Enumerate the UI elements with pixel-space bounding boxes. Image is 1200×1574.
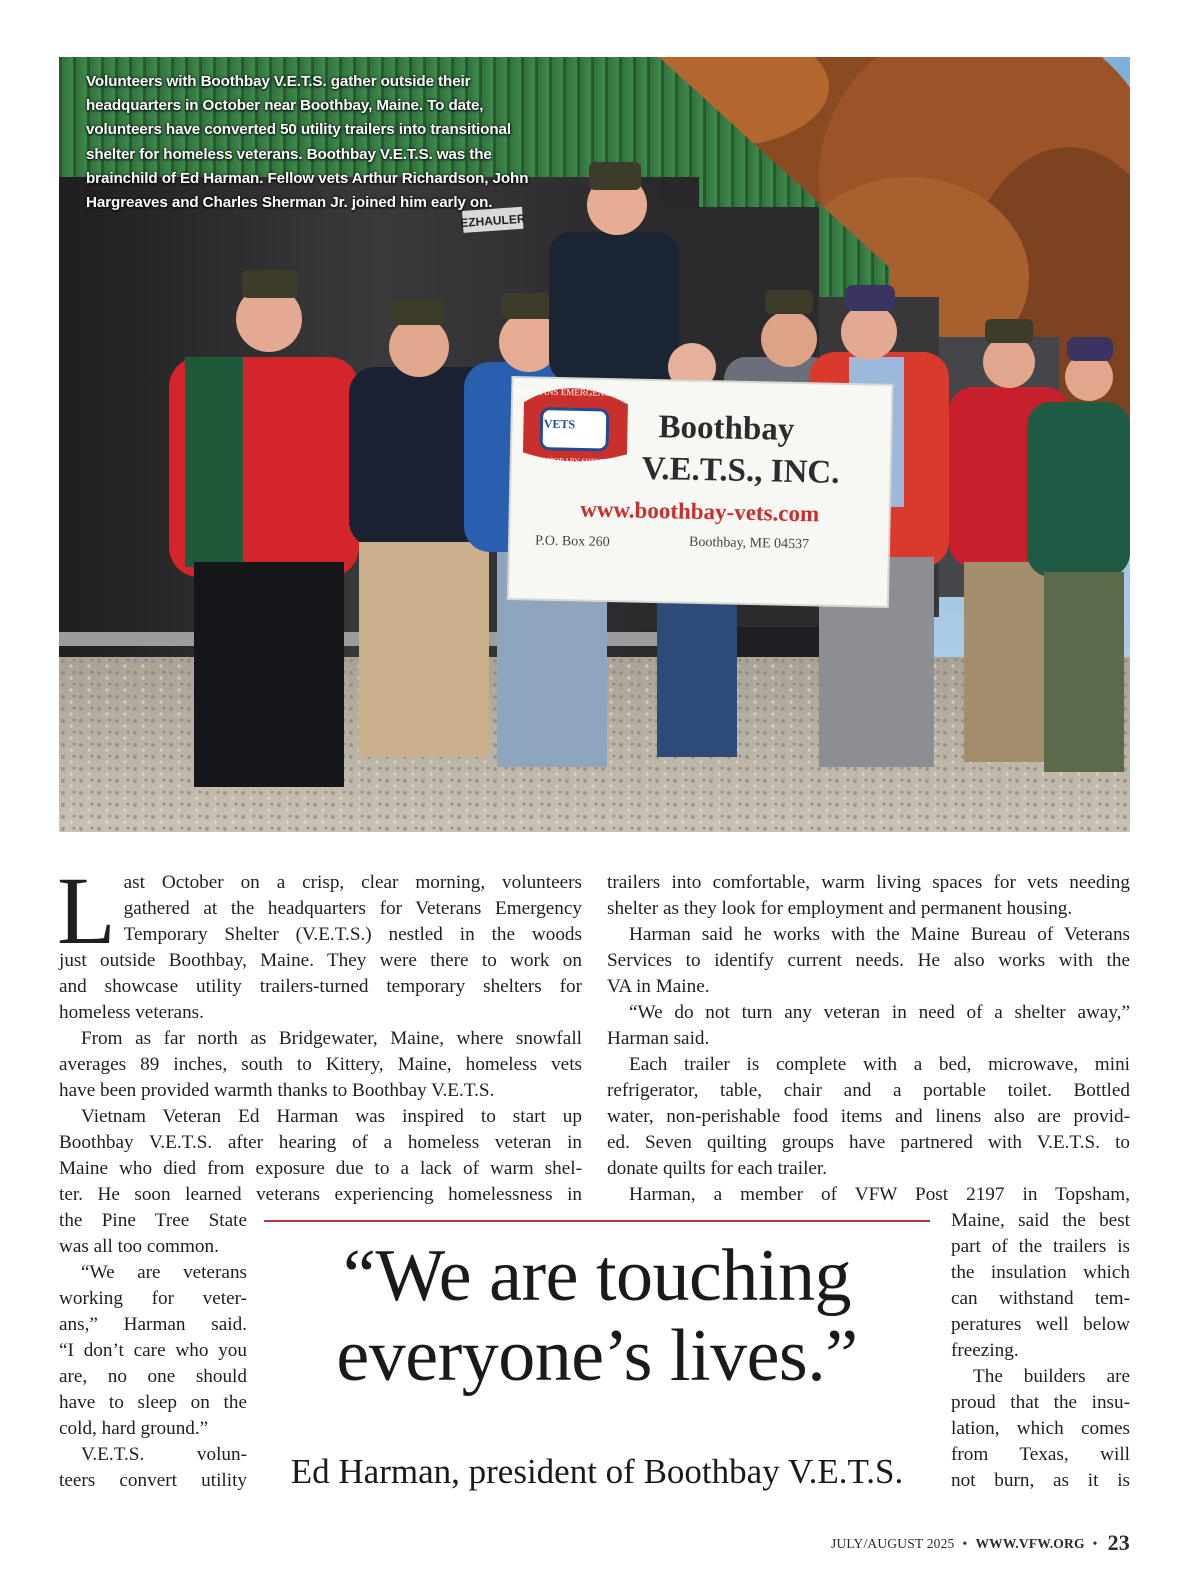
text-line: “We do not turn any veteran in need of a shelter away,”	[629, 1002, 1130, 1023]
page-number: 23	[1107, 1530, 1130, 1555]
footer-website: WWW.VFW.ORG	[975, 1536, 1085, 1551]
pull-quote-rule	[264, 1220, 930, 1222]
photo-caption: Volunteers with Boothbay V.E.T.S. gather outside their headquarters in October near Boothbay, Maine. To date, volunteers have converted 50 utility trailers into transitional shelter for homeless veterans. Boothbay V.E.T.S. was the brainchild of Ed Harman. Fellow vets Arthur Richardson, John Hargreaves and Charles Sherman Jr. joined him early on.	[86, 73, 529, 212]
text-line: The builders are	[973, 1366, 1130, 1387]
pull-quote-line2: everyone’s lives.”	[336, 1315, 858, 1397]
text-line: lation, which comes	[951, 1418, 1130, 1439]
text-line: refrigerator, table, chair and a portable toilet. Bottled	[607, 1080, 1130, 1101]
paragraph-3	[59, 1104, 582, 1208]
text-line: part of the trailers is	[951, 1236, 1130, 1257]
text-line: VA in Maine.	[607, 976, 710, 997]
article-column-right-narrow	[951, 1208, 1130, 1494]
text-line: Maine who died from exposure due to a lack of warm shel-	[59, 1158, 582, 1179]
text-line: homeless veterans.	[59, 1002, 204, 1023]
feature-photo	[59, 57, 1130, 832]
text-line: just outside Boothbay, Maine. They were there to work on	[59, 950, 582, 971]
text-line: from Texas, will	[951, 1444, 1130, 1465]
text-line: can withstand tem-	[951, 1288, 1130, 1309]
text-line: Each trailer is complete with a bed, microwave, mini	[629, 1054, 1130, 1075]
text-line: gathered at the headquarters for Veterans Emergency	[123, 898, 582, 919]
banner-po-box: P.O. Box 260	[534, 533, 610, 551]
banner-emblem-top: VETERANS EMERGENCY	[511, 385, 617, 399]
text-line: From as far north as Bridgewater, Maine, where snowfall	[81, 1028, 582, 1049]
text-line: the Pine Tree State	[59, 1210, 247, 1231]
text-line: “We are veterans	[81, 1262, 247, 1283]
banner-emblem-center: VETS	[543, 416, 576, 432]
paragraph-1	[57, 857, 582, 1026]
pull-quote-attribution: Ed Harman, president of Boothbay V.E.T.S.	[290, 1452, 904, 1491]
text-line: V.E.T.S. volun-	[81, 1444, 247, 1465]
text-line: teers convert utility	[59, 1470, 247, 1491]
text-line: have been provided warmth thanks to Boothbay V.E.T.S.	[59, 1080, 495, 1101]
text-line: Services to identify current needs. He also works with the	[607, 950, 1130, 971]
paragraph-2	[59, 1026, 582, 1104]
text-line: “I don’t care who you	[59, 1340, 247, 1361]
text-line: shelter as they look for employment and permanent housing.	[607, 898, 1073, 919]
pull-quote-line1: “We are touching	[343, 1235, 851, 1317]
text-line: the insulation which	[951, 1262, 1130, 1283]
text-line: proud that the insu-	[951, 1392, 1130, 1413]
vets-banner	[507, 377, 892, 607]
banner-emblem-bottom: TEMPORARY SHELTER	[533, 455, 614, 467]
banner-website: www.boothbay-vets.com	[580, 496, 820, 527]
text-line: trailers into comfortable, warm living spaces for vets needing	[607, 872, 1130, 893]
banner-name-line1: Boothbay	[658, 409, 795, 448]
trailer-brand-decal: EZHAULER	[459, 211, 526, 231]
text-line: Maine, said the best	[951, 1210, 1130, 1231]
text-line: was all too common.	[59, 1236, 219, 1257]
issue-date: JULY/AUGUST 2025	[831, 1536, 955, 1551]
text-line: not burn, as it is	[951, 1470, 1130, 1491]
text-line: peratures well below	[951, 1314, 1130, 1335]
text-line: working for veter-	[59, 1288, 247, 1309]
text-line: freezing.	[951, 1340, 1019, 1361]
text-line: Vietnam Veteran Ed Harman was inspired to start up	[81, 1106, 582, 1127]
text-line: ans,” Harman said.	[59, 1314, 247, 1335]
text-line: ast October on a crisp, clear morning, volunteers	[123, 872, 582, 893]
banner-name-line2: V.E.T.S., INC.	[641, 450, 840, 491]
text-line: have to sleep on the	[59, 1392, 247, 1413]
text-line: water, non-perishable food items and linens also are provid-	[607, 1106, 1130, 1127]
text-line: cold, hard ground.”	[59, 1418, 209, 1439]
article-column-right	[607, 870, 1130, 1208]
text-line: ed. Seven quilting groups have partnered with V.E.T.S. to	[607, 1132, 1130, 1153]
article-column-left-narrow	[59, 1208, 247, 1494]
footer-bullet: •	[1092, 1536, 1098, 1551]
text-line: Boothbay V.E.T.S. after hearing of a homeless veteran in	[59, 1132, 582, 1153]
article-column-left	[57, 857, 582, 1208]
drop-cap: L	[57, 857, 116, 964]
pull-quote	[264, 1236, 930, 1396]
text-line: averages 89 inches, south to Kittery, Maine, homeless vets	[59, 1054, 582, 1075]
text-line: ter. He soon learned veterans experiencing homelessness in	[59, 1184, 582, 1205]
banner-city: Boothbay, ME 04537	[688, 534, 810, 553]
text-line: are, no one should	[59, 1366, 247, 1387]
text-line: Harman said he works with the Maine Bureau of Veterans	[629, 924, 1130, 945]
text-line: Temporary Shelter (V.E.T.S.) nestled in the woods	[123, 924, 582, 945]
text-line: Harman said.	[607, 1028, 710, 1049]
text-line: Harman, a member of VFW Post 2197 in Topsham,	[629, 1184, 1130, 1205]
text-line: donate quilts for each trailer.	[607, 1158, 828, 1179]
page-footer	[831, 1532, 1130, 1555]
footer-bullet: •	[962, 1536, 968, 1551]
text-line: and showcase utility trailers-turned temporary shelters for	[59, 976, 582, 997]
